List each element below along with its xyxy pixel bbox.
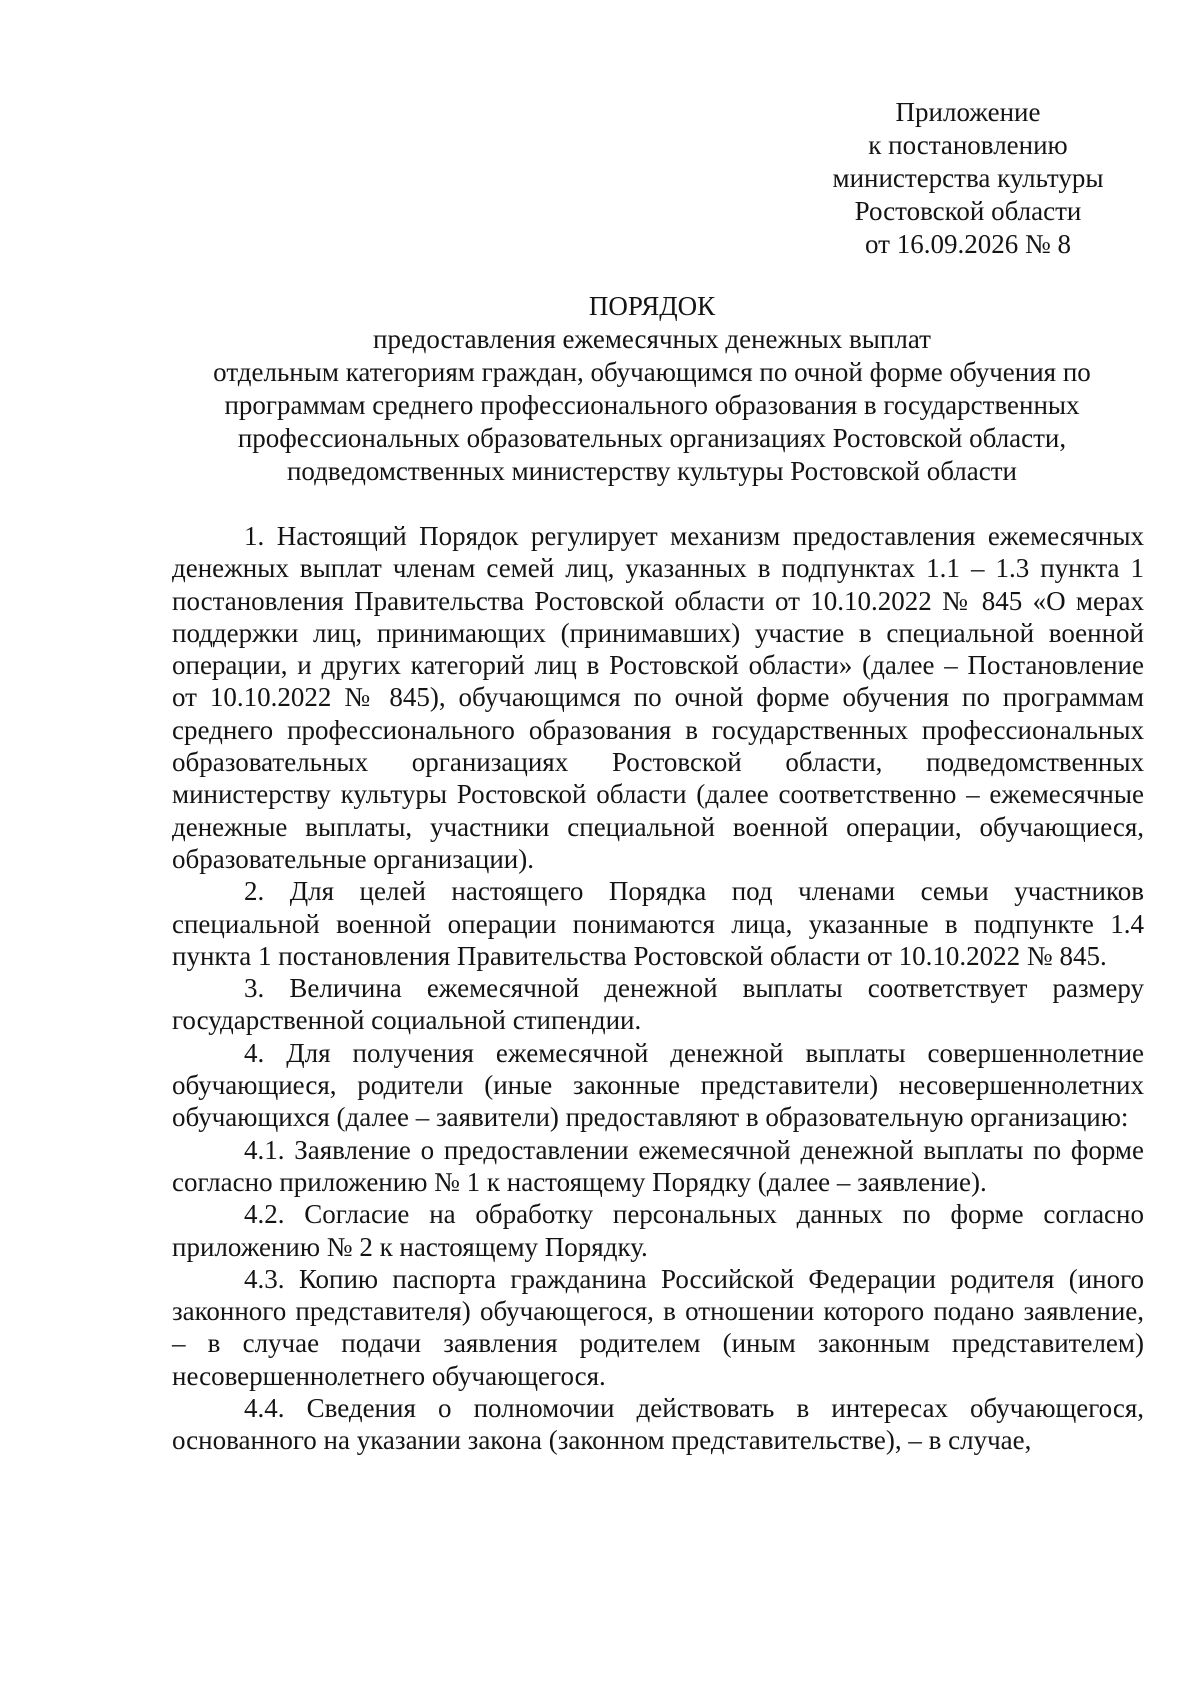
document-subtitle-line: предоставления ежемесячных денежных выплат bbox=[373, 324, 931, 354]
appendix-line: к постановлению bbox=[868, 130, 1068, 160]
paragraph-3: 3. Величина ежемесячной денежной выплаты соответствует размеру государственной социальной стипендии. bbox=[172, 973, 1144, 1036]
document-subtitle-line: профессиональных образовательных организациях Ростовской области, bbox=[237, 423, 1067, 453]
paragraph-4-4: 4.4. Сведения о полномочии действовать в интересах обучающегося, основанного на указании закона (законном представительстве), – в случае, bbox=[172, 1393, 1144, 1456]
appendix-header bbox=[818, 96, 1118, 261]
paragraph-2: 2. Для целей настоящего Порядка под членами семьи участников специальной военной операции понимаются лица, указанные в подпункте 1.4 пункта 1 постановления Правительства Ростовской области от 10.10.2022 № 845. bbox=[172, 876, 1144, 971]
paragraph-4-2: 4.2. Согласие на обработку персональных данных по форме согласно приложению № 2 к настоящему Порядку. bbox=[172, 1199, 1144, 1262]
document-body bbox=[172, 520, 1144, 1457]
paragraph-4-3: 4.3. Копию паспорта гражданина Российской Федерации родителя (иного законного представителя) обучающегося, в отношении которого подано заявление, – в случае подачи заявления родителем (иным законным представителем) несовершеннолетнего обучающегося. bbox=[172, 1263, 1144, 1391]
appendix-line: Приложение bbox=[895, 97, 1041, 127]
appendix-line: министерства культуры bbox=[832, 163, 1104, 193]
document-subtitle-line: подведомственных министерству культуры Ростовской области bbox=[286, 456, 1017, 486]
paragraph-4: 4. Для получения ежемесячной денежной выплаты совершеннолетние обучающиеся, родители (иные законные представители) несовершеннолетних обучающихся (далее – заявители) предоставляют в образовательную организацию: bbox=[172, 1037, 1144, 1133]
document-subtitle-line: отдельным категориям граждан, обучающимся по очной форме обучения по bbox=[213, 357, 1091, 387]
appendix-line: от 16.09.2026 № 8 bbox=[865, 229, 1071, 259]
paragraph-4-1: 4.1. Заявление о предоставлении ежемесячной денежной выплаты по форме согласно приложению № 1 к настоящему Порядку (далее – заявление). bbox=[172, 1134, 1144, 1197]
document-title: ПОРЯДОК bbox=[588, 291, 716, 321]
appendix-line: Ростовской области bbox=[854, 196, 1082, 226]
document-title-block bbox=[160, 290, 1144, 488]
paragraph-1: 1. Настоящий Порядок регулирует механизм предоставления ежемесячных денежных выплат членам семей лиц, указанных в подпунктах 1.1 – 1.3 пункта 1 постановления Правительства Ростовской области от 10.10.2022 № 845 «О мерах поддержки лиц, принимающих (принимавших) участие в специальной военной операции, и других категорий лиц в Ростовской области» (далее – Постановление от 10.10.2022 № 845), обучающимся по очной форме обучения по программам среднего профессионального образования в государственных профессиональных образовательных организациях Ростовской области, подведомственных министерству культуры Ростовской области (далее соответственно – ежемесячные денежные выплаты, участники специальной военной операции, обучающиеся, образовательные организации). bbox=[172, 521, 1144, 874]
document-subtitle-line: программам среднего профессионального образования в государственных bbox=[224, 390, 1080, 420]
